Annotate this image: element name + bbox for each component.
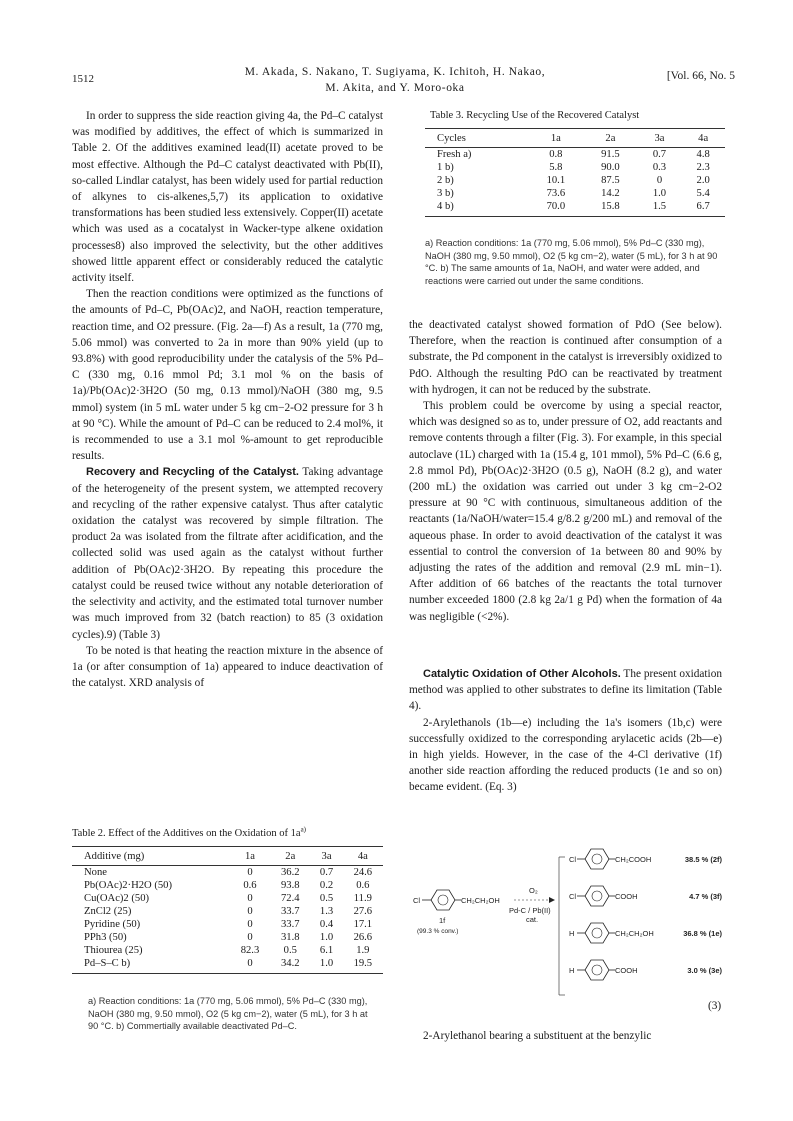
paragraph-special-reactor: This problem could be overcome by using a special reactor, which was designed so as to, under pressure of O2, add reactants and remove contents through a filter (Fig. 3). For example, in this special autoclave (1L) charged with 1a (15.4 g, 101 mmol), 5% Pd–C (6.6 g, 2.8 mmol Pd), Pb(OAc)2·3H2O (0.5 g), NaOH (8.2 g), and water (200 mL) the oxidation was carried out under 3 kg cm−2-O2 pressure at 90 °C with continuous, simultaneous addition of the reactants (1a/NaOH/water=15.4 g/8.2 g/200 mL) and removal of the aqueous phase. In order to avoid deactivation of the catalyst it was essential to control the conversion of 1a between 80 and 90% by adjusting the rates of the addition and removal (2.9 mL min−1). After addition of 66 batches of the reactants the total turnover number exceeded 1800 (2.8 kg 2a/1 g Pd) when the formation of 4a was negligible (<2%). — [409, 400, 722, 623]
table2-caption: Table 2. Effect of the Additives on the Oxidation of $1a^{a)}$ — [72, 825, 307, 839]
table2-cell: 0.5 — [283, 945, 297, 956]
table2-cell: 93.8 — [281, 880, 300, 891]
table3-header: Cycles — [425, 129, 529, 148]
paragraph-deactivation: To be noted is that heating the reaction mixture in the absence of 1a (or after consumption of 1a) appeared to induce deactivation of the catalyst. XRD analysis of — [72, 644, 383, 690]
table2-cell: 0.6 — [356, 880, 370, 891]
table3-row — [425, 174, 725, 187]
table2-cell: 36.2 — [281, 867, 300, 878]
product-yield: 36.8 % (1e) — [683, 929, 722, 938]
table3-cell: Fresh a) — [437, 149, 472, 160]
volume-info: [Vol. 66, No. 5 — [666, 70, 735, 82]
table2-row — [72, 944, 383, 957]
table2-cell: 0 — [230, 957, 270, 974]
table3-cell: 91.5 — [601, 149, 620, 160]
product-group: COOH — [615, 966, 638, 975]
table2-cell: 72.4 — [281, 893, 300, 904]
table3-cell: 1 b) — [437, 162, 454, 173]
right-column-upper — [409, 317, 722, 625]
authors-line-2: M. Akita, and Y. Moro-oka — [325, 82, 465, 94]
table2-cell: 0.6 — [243, 880, 257, 891]
reagent-cat: cat. — [526, 915, 539, 924]
table3-cell: 14.2 — [601, 188, 620, 199]
reactant-prefix: Cl — [413, 896, 421, 905]
table2-row — [72, 892, 383, 905]
table2-cell: 33.7 — [281, 919, 300, 930]
table3 — [425, 128, 725, 217]
table2-cell: 1.3 — [319, 906, 334, 917]
table3-header: 1a — [529, 129, 584, 148]
table3-cell: 4.8 — [696, 149, 710, 160]
table3-caption: Table 3. Recycling Use of the Recovered Catalyst — [430, 110, 640, 121]
reactant-structure — [413, 890, 500, 935]
table2-cell: 19.5 — [343, 957, 383, 974]
table3-footnote: a) Reaction conditions: 1a (770 mg, 5.06 mmol), 5% Pd–C (330 mg), NaOH (380 mg, 9.50 mmol), O2 (5 kg cm−2), water (5 mL), for 3 h at 90 °C. b) The same amounts of 1a, NaOH, and water were added, and reactions were carried out under the same conditions. — [425, 238, 718, 286]
table2-cell: 24.6 — [353, 867, 373, 878]
table2-row — [72, 879, 383, 892]
paragraph-benzylic-start: 2-Arylethanol bearing a substituent at the benzylic — [423, 1030, 652, 1042]
product-structure — [569, 849, 722, 869]
table2-cell: 34.2 — [270, 957, 310, 974]
table2 — [72, 846, 383, 974]
product-structure — [569, 886, 722, 906]
table2-cell: 0 — [247, 867, 253, 878]
table2-cell: 27.6 — [353, 906, 373, 917]
table2-cell: Pb(OAc)2·H2O (50) — [84, 880, 172, 891]
table3-cell: 15.8 — [583, 200, 638, 217]
table2-cell: 1.0 — [319, 932, 334, 943]
product-group: COOH — [615, 892, 638, 901]
product-yield: 3.0 % (3e) — [687, 966, 722, 975]
paragraph-arylethanols: 2-Arylethanols (1b—e) including the 1a's isomers (1b,c) were successfully oxidized to the corresponding arylacetic acids (2b—e) in high yields. However, in the case of the 4-Cl derivative (1f) another side reaction affording the reduced products (1e and so on) became evident. (Eq. 3) — [409, 716, 722, 794]
table2-header: 1a — [230, 847, 270, 866]
table3-cell: 3 b) — [437, 188, 454, 199]
table2-cell: 0.4 — [319, 919, 334, 930]
reactant-conversion: (99.3 % conv.) — [417, 928, 459, 935]
product-yield: 38.5 % (2f) — [684, 855, 722, 864]
table2-cell: 1.9 — [356, 945, 370, 956]
paragraph-other-alcohols — [409, 666, 722, 715]
table3-row — [425, 200, 725, 217]
table2-row — [72, 866, 383, 880]
table3-cell: 4 b) — [425, 200, 529, 217]
table3-header-row — [425, 129, 725, 148]
table2-cell: 31.8 — [281, 932, 300, 943]
table3-cell: 5.4 — [696, 188, 710, 199]
paragraph-additives: In order to suppress the side reaction giving 4a, the Pd–C catalyst was modified by additives, the effect of which is summarized in Table 2. Of the additives examined lead(II) acetate proved to be most effective. Although the Pd–C catalyst deactivated with Pb(II), so-called Lindlar catalyst, has been widely used for partial reduction of alkynes to cis-alkenes,5,7) its application to oxidative transformations has been studied less extensively. Copper(II) acetate which was used as a cocatalyst in Wacker-type alkene oxidation processes8) also improved the selectivity, but the other additives showed little apparent effect or considerably reduced the catalytic activity itself. — [72, 110, 383, 285]
table2-cell: 26.6 — [353, 932, 373, 943]
table3-row — [425, 161, 725, 174]
table3-header: 2a — [583, 129, 638, 148]
table2-header-row — [72, 847, 383, 866]
table2-header: 4a — [343, 847, 383, 866]
table2-cell: 0.5 — [319, 893, 334, 904]
reagent-catalyst: Pd-C / Pb(II) — [509, 906, 551, 915]
left-column — [72, 108, 383, 691]
table3-cell: 6.7 — [681, 200, 725, 217]
table2-row — [72, 957, 383, 974]
table3-header: 4a — [681, 129, 725, 148]
table2-cell: Pyridine (50) — [84, 919, 141, 930]
table3-cell: 0.8 — [549, 149, 563, 160]
page-number: 1512 — [72, 73, 94, 85]
table2-cell: 0 — [247, 932, 253, 943]
table3-cell: 0.3 — [652, 162, 667, 173]
paragraph-optimization: Then the reaction conditions were optimized as the functions of the amounts of Pd–C, Pb(OAc)2, and NaOH, reaction temperature, reaction time, and O2 pressure. (Fig. 2a—f) As a result, 1a (770 mg, 5.06 mmol) was converted to 2a in more than 90% yield (up to 93.8%) with good reproducibility under the catalysis of the 5% Pd–C (330 mg, 0.16 mmol Pd; 3.1 mol % on the basis of 1a)/Pb(OAc)2·3H2O (50 mg, 0.13 mmol)/NaOH (380 mg, 9.5 mmol) system (in 5 mL water under 5 kg cm−2-O2 pressure for 3 h at 90 °C). While the amount of Pd–C can be reduced to 2.4 mol%, it is recommended to use a 3.1 mol %-amount to get reproducible results. — [72, 288, 383, 463]
reaction-arrow — [509, 857, 565, 995]
table2-footnote: a) Reaction conditions: 1a (770 mg, 5.06 mmol), 5% Pd–C (330 mg), NaOH (380 mg, 9.50 mmol), O2 (5 kg cm−2), water (5 mL), for 3 h at 90 °C. b) Commertially available deactivated Pd–C. — [88, 996, 368, 1032]
equation-number: (3) — [708, 1000, 722, 1012]
reactant-group: CH₂CH₂OH — [461, 896, 500, 905]
table2-cell: PPh3 (50) — [84, 932, 127, 943]
product-group: CH₂CH₂OH — [615, 929, 654, 938]
table2-header: 3a — [310, 847, 342, 866]
right-column-lower — [409, 666, 722, 796]
paragraph-recovery-text: Taking advantage of the heterogeneity of the present system, we attempted recovery and recycling of the rather expensive catalyst. Thus after catalytic oxidation the catalyst was recovered by simple filtration. The product 2a was isolated from the filtrate after acidification, and the collected solid was used again as the catalyst without further addition of Pb(OAc)2·3H2O. By repeating this procedure the catalyst could be reused twice without any notable deterioration of the selectivity and activity, and the estimated total turnover number was much improved from 32 (batch reaction) to 85 (3 oxidation cycles).9) (Table 3) — [72, 466, 383, 641]
reactant-label: 1f — [439, 916, 446, 925]
table2-cell: 0 — [247, 906, 253, 917]
paragraph-recovery — [72, 464, 383, 642]
product-prefix: Cl — [569, 892, 577, 901]
table2-cell: 0 — [247, 893, 253, 904]
table2-cell: 33.7 — [281, 906, 300, 917]
table3-cell: 1.5 — [638, 200, 682, 217]
table2-cell: Cu(OAc)2 (50) — [84, 893, 150, 904]
table2-cell: None — [84, 867, 107, 878]
table2-cell: 82.3 — [240, 945, 260, 956]
table2-cell: 1.0 — [310, 957, 342, 974]
table3-cell: 0.7 — [652, 149, 667, 160]
table2-cell: 0.2 — [319, 880, 334, 891]
table2-cell: 6.1 — [319, 945, 334, 956]
table2-cell: Pd–S–C b) — [72, 957, 230, 974]
table3-cell: 0 — [656, 175, 663, 186]
table2-cell: Thiourea (25) — [84, 945, 143, 956]
table2-header: 2a — [270, 847, 310, 866]
table3-cell: 73.6 — [546, 188, 566, 199]
table2-cell: 0 — [247, 919, 253, 930]
table2-cell: ZnCl2 (25) — [84, 906, 132, 917]
reaction-scheme — [409, 847, 722, 1027]
table3-cell: 90.0 — [601, 162, 620, 173]
table3-header: 3a — [638, 129, 682, 148]
authors-line-1: M. Akada, S. Nakano, T. Sugiyama, K. Ichitoh, H. Nakao, — [244, 66, 546, 78]
table3-cell: 10.1 — [546, 175, 566, 186]
reagent-o2: O₂ — [529, 886, 538, 895]
table2-row — [72, 931, 383, 944]
table2-header: Additive (mg) — [72, 847, 230, 866]
table3-cell: 2.0 — [696, 175, 710, 186]
table2-cell: 0.7 — [319, 867, 334, 878]
product-yield: 4.7 % (3f) — [689, 892, 722, 901]
product-structure — [569, 960, 722, 980]
section-heading-recovery: Recovery and Recycling of the Catalyst. — [86, 466, 299, 479]
table3-cell: 2 b) — [437, 175, 454, 186]
product-group: CH₂COOH — [615, 855, 652, 864]
product-prefix: H — [569, 929, 575, 938]
table2-row — [72, 905, 383, 918]
table2-cell: 11.9 — [353, 893, 372, 904]
table3-cell: 70.0 — [529, 200, 584, 217]
paragraph-pdo: the deactivated catalyst showed formation of PdO (See below). Therefore, when the reaction is continued after consumption of a substrate, the Pd component in the catalyst is irreversibly oxidized to PdO. Although the resulting PdO can be reactivated by treatment with hydrogen, it can not be reduced by the substrate. — [409, 319, 722, 396]
table3-cell: 2.3 — [696, 162, 710, 173]
table2-cell: 17.1 — [353, 919, 373, 930]
paragraph-other-alcohols-text: The present oxidation method was applied to other substrates to define its limitation (Table 4). — [409, 668, 722, 713]
table3-cell: 87.5 — [601, 175, 620, 186]
table3-cell: 5.8 — [549, 162, 563, 173]
product-prefix: Cl — [569, 855, 577, 864]
table3-row — [425, 187, 725, 200]
product-structure — [569, 923, 722, 943]
table2-row — [72, 918, 383, 931]
product-prefix: H — [569, 966, 575, 975]
running-header-authors — [190, 64, 600, 96]
table3-row — [425, 148, 725, 162]
section-heading-other-alcohols: Catalytic Oxidation of Other Alcohols. — [423, 668, 621, 680]
table3-cell: 1.0 — [652, 188, 667, 199]
